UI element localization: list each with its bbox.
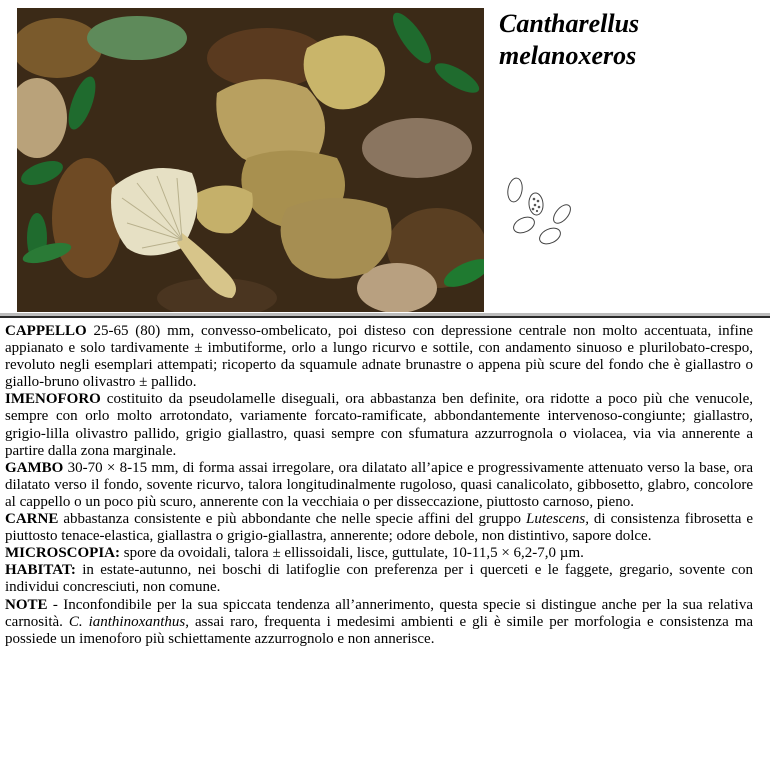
title-species: melanoxeros (499, 41, 637, 70)
section-text: - Inconfondibile per la sua spiccata tendenza all’annerimento, questa specie si distingue anche per la sua relativa carnosità. (5, 596, 753, 630)
divider-dark (0, 316, 770, 318)
section-italic: C. ianthinoxanthus (68, 613, 186, 630)
section-label: MICROSCOPIA: (5, 545, 120, 562)
section-microscopia (5, 545, 753, 562)
section-text: spore da ovoidali, talora ± ellissoidali, lisce, guttulate, 10-11,5 × 6,2-7,0 µm. (120, 545, 584, 562)
species-title (499, 8, 639, 72)
section-text: costituito da pseudolamelle diseguali, ora abbastanza ben definite, ora ridotte a poco più che venucole, sempre con orlo molto arrotondato, variamente forcato-ramificate, abbondantemente intervenoso-congiunte; giallastro, grigio-lilla olivastro pallido, grigio giallastro, quasi sempre con sfumatura azzurrognola o violacea, via via annerente a partire dalla zona marginale. (5, 391, 753, 459)
section-text: , assai raro, frequenta i medesimi ambienti e gli è simile per morfologia e consistenza ma possiede un imenoforo più schiettamente azzurrognolo e non annerisce. (5, 613, 754, 647)
section-label: GAMBO (5, 459, 64, 476)
section-label: NOTE (5, 596, 48, 613)
section-gambo (5, 460, 753, 511)
section-text: di consistenza fibrosetta e piuttosto tenace-elastica, giallastra o grigio-giallastra, annerente; odore debole, non distintivo, sapore dolce. (5, 511, 753, 545)
section-label: IMENOFORO (5, 391, 101, 408)
section-habitat (5, 562, 753, 596)
section-note (5, 597, 753, 648)
section-label: CAPPELLO (5, 323, 87, 339)
section-text: abbastanza consistente e più abbondante che nelle specie affini del gruppo (58, 511, 527, 528)
section-imenoforo (5, 391, 753, 459)
section-label: CARNE (5, 511, 59, 528)
section-text: in estate-autunno, nei boschi di latifoglie con preferenza per i querceti e le faggete, gregario, sovente con individui concresciuti, non comune. (5, 562, 753, 596)
section-text: 25-65 (80) mm, convesso-ombelicato, poi disteso con depressione centrale non molto accentuata, infine appianato e solo tardivamente ± imbutiforme, orlo a lungo ricurvo e sottile, con andamento sinuoso e plurilobato-crespo, revoluto negli esemplari attempati; ricoperto da squamule adnate brunastre o appena più scure del fondo che è giallastro o giallo-bruno olivastro ± pallido. (5, 323, 753, 391)
section-label: HABITAT: (5, 562, 76, 579)
section-carne (5, 511, 753, 545)
title-genus: Cantharellus (499, 9, 640, 38)
section-text: 30-70 × 8-15 mm, di forma assai irregolare, ora dilatato all’apice e progressivamente attenuato verso la base, ora dilatato verso il fondo, sovente ricurvo, talora longitudinalmente rugoloso, quasi canalicolato, gibbosetto, glabro, concolore al cappello o un poco più scuro, annerente con la vecchiaia o per disseccazione, piuttosto carnoso, pieno. (5, 459, 753, 510)
photo-mushroom-icon (17, 8, 484, 312)
mushroom-photo (17, 8, 484, 312)
spore-illustration-icon (500, 172, 580, 252)
section-cappello (5, 323, 753, 391)
section-italic: Lutescens, (526, 511, 589, 528)
species-description (5, 323, 753, 648)
spore-illustration (500, 172, 580, 252)
